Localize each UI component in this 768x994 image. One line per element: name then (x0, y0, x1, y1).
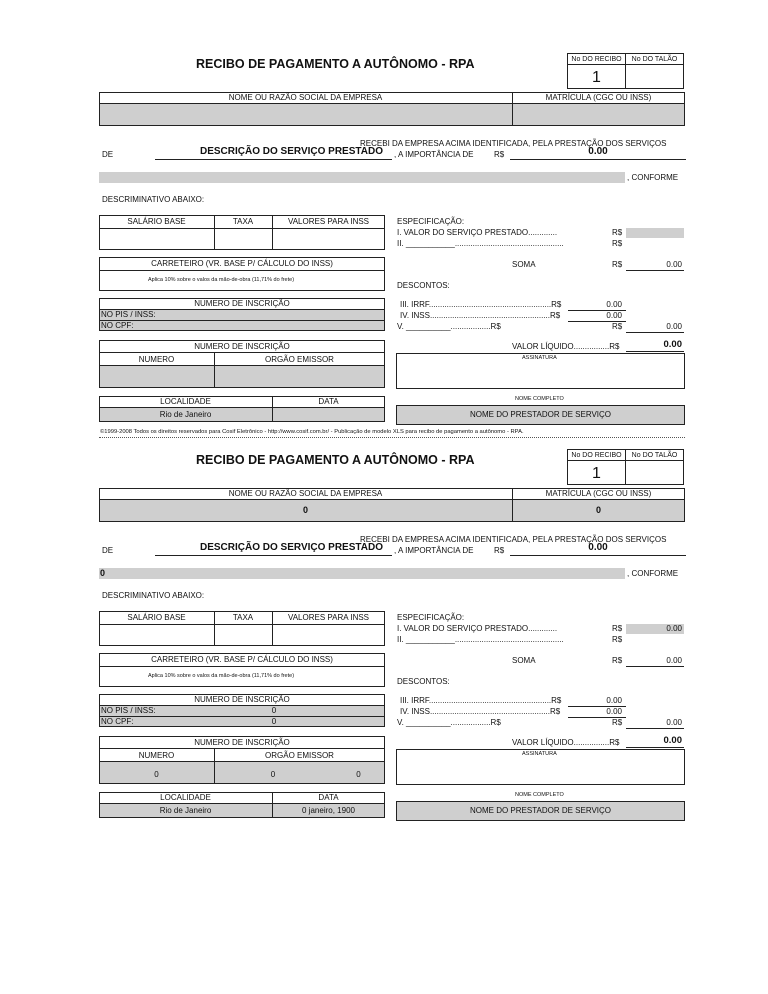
inss-line: IV. INSS......................................................R$ (400, 707, 561, 716)
importancia-value: 0.00 (588, 146, 608, 157)
receipt-title: RECIBO DE PAGAMENTO A AUTÔNOMO - RPA (196, 453, 475, 467)
spec-ii: II. ___________................................................. (397, 239, 564, 248)
empresa-value: 0 (302, 505, 308, 515)
v-line: V. __________..................R$ (397, 322, 501, 331)
no-pis-label: NO PIS / INSS: (101, 706, 156, 715)
aplica-note: Aplica 10% sobre o valos da mão-de-obra (11,71% do frete) (148, 277, 295, 283)
copyright: ©1999-2008 Todos os direitos reservados para Cosif Eletrônico - http://www.cosif.com.br/ - Publicação de modelo XLS para recibo de pagamento a autônomo - RPA. (100, 429, 524, 435)
aplica-note: Aplica 10% sobre o valos da mão-de-obra (11,71% do frete) (148, 673, 295, 679)
numero-value: 0 (154, 770, 159, 779)
orgao-value: 0 (356, 770, 361, 779)
localidade-label: LOCALIDADE (160, 397, 211, 406)
valores-inss-label: VALORES PARA INSS (287, 217, 370, 226)
taxa-label: TAXA (232, 217, 254, 226)
recebi-text: RECEBI DA EMPRESA ACIMA IDENTIFICADA, PELA PRESTAÇÃO DOS SERVIÇOS (360, 535, 667, 544)
conforme-label: , CONFORME (627, 173, 679, 182)
irrf-value: 0.00 (606, 300, 622, 309)
irrf-line: III. IRRF.......................................................R$ (400, 300, 562, 309)
descricao-servico: DESCRIÇÃO DO SERVIÇO PRESTADO (200, 542, 383, 553)
recebi-text: RECEBI DA EMPRESA ACIMA IDENTIFICADA, PELA PRESTAÇÃO DOS SERVIÇOS (360, 139, 667, 148)
importancia-label: , A IMPORTÂNCIA DE (394, 150, 474, 159)
no-recibo-label: No DO RECIBO (571, 452, 622, 459)
descontos-total: 0.00 (666, 322, 682, 331)
spec-i: I. VALOR DO SERVIÇO PRESTADO............. (397, 228, 558, 237)
salario-base-label: SALÁRIO BASE (127, 217, 186, 226)
no-recibo-label: No DO RECIBO (571, 56, 622, 63)
matricula-value: 0 (595, 505, 601, 515)
matricula-label: MATRÍCULA (CGC OU INSS) (545, 93, 652, 102)
no-recibo-value: 1 (592, 465, 601, 482)
data-label: DATA (318, 793, 339, 802)
soma-rs: R$ (612, 656, 623, 665)
valor-liquido-label: VALOR LÍQUIDO................R$ (512, 738, 620, 747)
especificacao-label: ESPECIFICAÇÃO: (397, 217, 465, 226)
data-label: DATA (318, 397, 339, 406)
no-cpf-label: NO CPF: (101, 321, 134, 330)
importancia-value: 0.00 (588, 542, 608, 553)
receipt-1 (0, 0, 768, 440)
valor-liquido-value: 0.00 (663, 735, 682, 746)
inss-value: 0.00 (606, 707, 622, 716)
taxa-label: TAXA (232, 613, 254, 622)
no-recibo-value: 1 (592, 69, 601, 86)
discriminativo-label: DESCRIMINATIVO ABAIXO: (102, 195, 205, 204)
localidade-label: LOCALIDADE (160, 793, 211, 802)
conforme-label: , CONFORME (627, 569, 679, 578)
receipt-2 (0, 396, 768, 836)
no-pis-label: NO PIS / INSS: (101, 310, 156, 319)
numero-value2: 0 (270, 770, 276, 779)
numero-inscricao2-label: NUMERO DE INSCRIÇÃO (194, 342, 290, 351)
data-value: 0 janeiro, 1900 (302, 806, 355, 815)
spec-ii-rs: R$ (612, 635, 623, 644)
amount-words: 0 (100, 568, 106, 578)
no-talao-label: No DO TALÃO (631, 56, 678, 63)
salario-base-label: SALÁRIO BASE (127, 613, 186, 622)
assinatura-label: ASSINATURA (522, 751, 557, 757)
numero-inscricao-label: NUMERO DE INSCRIÇÃO (194, 299, 290, 308)
irrf-value: 0.00 (606, 696, 622, 705)
numero-label: NUMERO (138, 355, 175, 364)
spec-i-rs: R$ (612, 228, 623, 237)
spec-ii-rs: R$ (612, 239, 623, 248)
v-rs: R$ (612, 718, 623, 727)
carreteiro-label: CARRETEIRO (VR. BASE P/ CÁLCULO DO INSS) (151, 655, 333, 664)
prestador-label: NOME DO PRESTADOR DE SERVIÇO (469, 410, 612, 419)
spec-i-rs: R$ (612, 624, 623, 633)
especificacao-label: ESPECIFICAÇÃO: (397, 613, 465, 622)
no-cpf-label: NO CPF: (101, 717, 134, 726)
numero-inscricao2-label: NUMERO DE INSCRIÇÃO (194, 738, 290, 747)
importancia-label: , A IMPORTÂNCIA DE (394, 546, 474, 555)
cpf-value: 0 (271, 717, 277, 726)
descontos-label: DESCONTOS: (397, 281, 450, 290)
spec-i: I. VALOR DO SERVIÇO PRESTADO............. (397, 624, 558, 633)
pis-value: 0 (271, 706, 277, 715)
descontos-total: 0.00 (666, 718, 682, 727)
orgao-label: ORGÃO EMISSOR (265, 355, 334, 364)
soma-value: 0.00 (666, 260, 682, 269)
inss-line: IV. INSS......................................................R$ (400, 311, 561, 320)
numero-label: NUMERO (138, 751, 175, 760)
valores-inss-label: VALORES PARA INSS (287, 613, 370, 622)
localidade-value: Rio de Janeiro (159, 410, 212, 419)
soma-label: SOMA (512, 656, 536, 665)
numero-inscricao-label: NUMERO DE INSCRIÇÃO (194, 695, 290, 704)
valor-liquido-value: 0.00 (663, 339, 682, 350)
assinatura-label: ASSINATURA (522, 355, 557, 361)
v-line: V. __________..................R$ (397, 718, 501, 727)
irrf-line: III. IRRF.......................................................R$ (400, 696, 562, 705)
rs-label: R$ (494, 546, 505, 555)
soma-value: 0.00 (666, 656, 682, 665)
de-label: DE (102, 150, 114, 159)
receipt-title: RECIBO DE PAGAMENTO A AUTÔNOMO - RPA (196, 57, 475, 71)
prestador-label: NOME DO PRESTADOR DE SERVIÇO (469, 806, 612, 815)
soma-rs: R$ (612, 260, 623, 269)
inss-value: 0.00 (606, 311, 622, 320)
matricula-label: MATRÍCULA (CGC OU INSS) (545, 489, 652, 498)
empresa-label: NOME OU RAZÃO SOCIAL DA EMPRESA (228, 93, 383, 102)
valor-liquido-label: VALOR LÍQUIDO................R$ (512, 342, 620, 351)
localidade-value: Rio de Janeiro (159, 806, 212, 815)
descricao-servico: DESCRIÇÃO DO SERVIÇO PRESTADO (200, 146, 383, 157)
amount-words-bar (99, 172, 625, 183)
carreteiro-label: CARRETEIRO (VR. BASE P/ CÁLCULO DO INSS) (151, 259, 333, 268)
spec-i-value: 0.00 (666, 624, 682, 633)
spec-ii: II. ___________................................................. (397, 635, 564, 644)
nome-completo-label: NOME COMPLETO (515, 396, 564, 402)
nome-completo-label: NOME COMPLETO (515, 792, 564, 798)
orgao-label: ORGÃO EMISSOR (265, 751, 334, 760)
descontos-label: DESCONTOS: (397, 677, 450, 686)
rs-label: R$ (494, 150, 505, 159)
soma-label: SOMA (512, 260, 536, 269)
empresa-label: NOME OU RAZÃO SOCIAL DA EMPRESA (228, 489, 383, 498)
v-rs: R$ (612, 322, 623, 331)
no-talao-label: No DO TALÃO (631, 452, 678, 459)
amount-words-bar (99, 568, 625, 579)
de-label: DE (102, 546, 114, 555)
discriminativo-label: DESCRIMINATIVO ABAIXO: (102, 591, 205, 600)
